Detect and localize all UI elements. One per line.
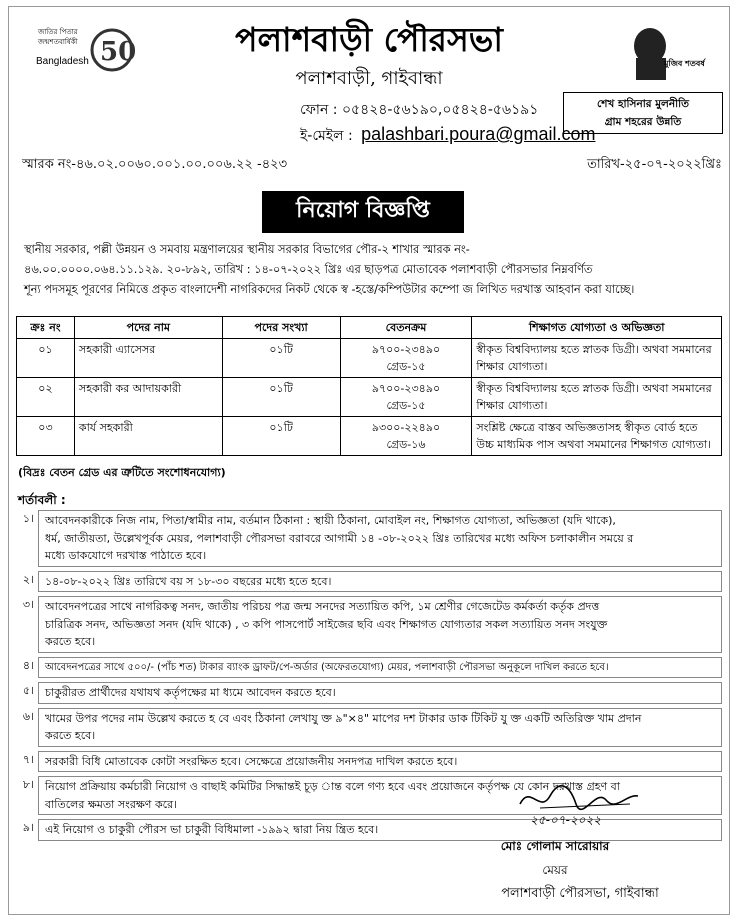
pay-scale-value: ৯৭০০-২৩৪৯০ (371, 382, 441, 395)
header-serial: ক্রঃ নং (17, 317, 75, 339)
phone-label: ফোন : (300, 102, 338, 118)
email-address[interactable]: palashbari.poura@gmail.com (361, 124, 596, 144)
row-pay-scale (340, 417, 472, 456)
term-line: চাকুরীরত প্রার্থীদের যথাযথ কর্তৃপক্ষের মা ধ্যমে আবেদন করতে হবে। (45, 686, 336, 699)
row-qualification: সংশ্লিষ্ট ক্ষেত্রে বাস্তব অভিজ্ঞতাসহ স্বীকৃত বোর্ড হতে উচ্চ মাধ্যমিক পাস অথবা সমমানের শিক্ষাগত যোগ্যতা। (472, 417, 722, 456)
table-row (17, 417, 722, 456)
term-line: সরকারী বিধি মোতাবেক কোটা সংরক্ষিত হবে। সেক্ষেত্রে প্রয়োজনীয় সনদপত্র দাখিল করতে হবে। (45, 754, 458, 768)
term-number: ৫। (22, 684, 34, 697)
term-number: ১। (22, 512, 34, 525)
row-post: সহকারী কর আদায়কারী (74, 378, 222, 417)
intro-line: শূন্য পদসমূহ পূরণের নিমিত্তে প্রকৃত বাংলাদেশী নাগরিকদের নিকট থেকে স্ব -হস্তে/কম্পিউটার কম্পো জ লিখিত দরখাস্ত আহবান করা যাচ্ছে। (24, 283, 635, 296)
email-line (300, 124, 596, 148)
motto-line1: শেখ হাসিনার মুলনীতি (596, 98, 690, 110)
intro-line: ৪৬.০০.০০০০.০৬৪.১১.১২৯. ২০-৮৯২, তারিখ : ১৪-০৭-২০২২ খ্রিঃ এর ছাড়পত্র মোতাবেক পলাশবাড়ী পৌরসভার নিম্নবর্ণিত (24, 263, 593, 276)
svg-text:50: 50 (100, 37, 137, 67)
row-qualification: স্বীকৃত বিশ্ববিদ্যালয় হতে স্নাতক ডিগ্রী। অথবা সমমানের শিক্ষার যোগ্যতা। (472, 378, 722, 417)
term-line: ধর্ম, জাতীয়তা, উল্লেখপূর্বক মেয়র, পলাশবাড়ী পৌরসভা বরাবরে আগামী ১৪ -০৮-২০২২ খ্রিঃ তারিখের মধ্যে অফিস চলাকালীন সময়ে র (45, 531, 634, 545)
table-header-row (17, 317, 722, 339)
motto-box (563, 92, 723, 134)
phone-line (300, 98, 538, 122)
header-post: পদের নাম (74, 317, 222, 339)
motto-line2: গ্রাম শহরের উন্নতি (604, 116, 682, 128)
row-pay-scale (340, 339, 472, 378)
signatory-post: মেয়র (542, 863, 568, 877)
term-line: নিয়োগ প্রক্রিয়ায় কর্মচারী নিয়োগ ও বাছাই কমিটির সিদ্ধান্তই চূড় ান্ত বলে গণ্য হবে এবং প্রয়োজনে কর্তৃপক্ষ যে কোন দরখাস্ত গ্রহণ বা (45, 780, 620, 793)
signatory-name: মোঃ গোলাম সারোয়ার (500, 839, 610, 853)
row-count: ০১টি (222, 339, 340, 378)
intro-paragraph (24, 240, 716, 300)
list-item (8, 596, 722, 653)
header-pay-scale: বেতনক্রম (340, 317, 472, 339)
row-qualification: স্বীকৃত বিশ্ববিদ্যালয় হতে স্নাতক ডিগ্রী। অথবা সমমানের শিক্ষার যোগ্যতা। (472, 339, 722, 378)
pay-scale-value: ৯৩০০-২২৪৯০ (371, 421, 441, 434)
logo-left-line1: জাতির পিতার (38, 28, 78, 36)
list-item (8, 510, 722, 567)
term-line: বাতিলের ক্ষমতা সংরক্ষণ করে। (45, 797, 178, 811)
logo-left-line3: Bangladesh (36, 56, 89, 67)
grade-value: গ্রেড-১৫ (386, 360, 426, 373)
terms-heading: শর্তাবলী : (18, 493, 66, 507)
term-line: আবেদনপত্রের সাথে ৫০০/- (পাঁচ শত) টাকার ব্যাংক ড্রাফট/পে-অর্ডার (অফেরতযোগ্য) মেয়র, পলাশবাড়ী পৌরসভা অনুকূলে দাখিল করতে হবে। (45, 661, 609, 673)
correction-note: (বিদ্রঃ বেতন গ্রেড এর ত্রুটিতে সংশোধনযোগ্য) (18, 466, 226, 479)
logo-left-line2: জন্মশতবার্ষিকী (38, 38, 78, 46)
row-pay-scale (340, 378, 472, 417)
organization-title: পলাশবাড়ী পৌরসভা (235, 20, 503, 59)
issue-date: তারিখ-২৫-০৭-২০২২খ্রিঃ (587, 157, 722, 172)
row-serial: ০১ (17, 339, 75, 378)
header-count: পদের সংখ্যা (222, 317, 340, 339)
term-line: আবেদনকারীকে নিজ নাম, পিতা/স্বামীর নাম, বর্তমান ঠিকানা : স্থায়ী ঠিকানা, মোবাইল নং, শিক্ষাগত যোগ্যতা, অভিজ্ঞতা (যদি থাকে), (45, 514, 616, 527)
term-number: ৪। (22, 658, 34, 672)
term-number: ৯। (22, 821, 34, 834)
row-post: কার্য সহকারী (74, 417, 222, 456)
list-item (8, 682, 722, 704)
term-line: খামের উপর পদের নাম উল্লেখ করতে হ বে এবং ঠিকানা লেখাযু ক্ত ৯"×৪" মাপের দশ টাকার ডাক টিকিট যু ক্ত একটি অতিরিক্ত খাম প্রদান (45, 711, 642, 725)
grade-value: গ্রেড-১৫ (386, 399, 426, 412)
list-item (8, 657, 722, 679)
term-number: ৬। (22, 709, 34, 723)
term-line: এই নিয়োগ ও চাকুরী পৌরস ভা চাকুরী বিধিমালা -১৯৯২ দ্বারা নিয় ন্ত্রিত হবে। (45, 823, 379, 836)
row-serial: ০২ (17, 378, 75, 417)
vacancy-table (16, 316, 722, 456)
term-line: করতে হবে। (45, 729, 96, 742)
term-line: চারিত্রিক সনদ, অভিজ্ঞতা সনদ (যদি থাকে) , ৩ কপি পাসপোর্ট সাইজের ছবি এবং শিক্ষাগত যোগ্যতার সকল সত্যায়িত সনদ সংযুক্ত (45, 617, 608, 631)
mayor-signature (510, 774, 650, 830)
signatory-office: পলাশবাড়ী পৌরসভা, গাইবান্ধা (501, 886, 659, 901)
grade-value: গ্রেড-১৬ (386, 438, 426, 451)
list-item (8, 708, 722, 747)
intro-line: স্থানীয় সরকার, পল্লী উন্নয়ন ও সমবায় মন্ত্রণালয়ের স্থানীয় সরকার বিভাগের পৌর-২ শাখার স্মারক নং- (24, 243, 470, 256)
term-number: ২। (22, 572, 34, 586)
memo-number: স্মারক নং-৪৬.০২.০০৬০.০০১.০০.০০৬.২২ -৪২৩ (22, 157, 288, 172)
table-row (17, 378, 722, 417)
phone-value: ০৫৪২৪-৫৬১৯০,০৫৪২৪-৫৬১৯১ (341, 102, 539, 118)
term-number: ৮। (22, 778, 34, 791)
email-label: ই-মেইল : (300, 128, 353, 144)
term-number: ৭। (22, 752, 34, 766)
pay-scale-value: ৯৭০০-২৩৪৯০ (371, 343, 441, 356)
list-item (8, 571, 722, 593)
signature-date: ২৫-০৭-২০২২ (530, 813, 602, 827)
row-serial: ০৩ (17, 417, 75, 456)
notice-title: নিয়োগ বিজ্ঞপ্তি (262, 191, 464, 233)
term-line: মধ্যে ডাকযোগে দরখাস্ত পাঠাতে হবে। (45, 549, 207, 562)
term-line: আবেদনপত্রের সাথে নাগরিকত্ব সনদ, জাতীয় পরিচয় পত্র জন্ম সনদের সত্যায়িত কপি, ১ম শ্রেণীর গেজেটেড কর্মকর্তা কর্তৃক প্রদত্ত (45, 600, 600, 613)
term-number: ৩। (22, 598, 34, 611)
organization-address: পলাশবাড়ী, গাইবান্ধা (295, 68, 443, 89)
term-line: করতে হবে। (45, 635, 96, 648)
term-line: ১৪-০৮-২০২২ খ্রিঃ তারিখে বয় স ১৮-৩০ বছরের মধ্যে হতে হবে। (45, 574, 332, 588)
list-item (8, 751, 722, 773)
row-post: সহকারী এ্যাসেসর (74, 339, 222, 378)
logo-right-text: মুজিব শতবর্ষ (664, 59, 705, 68)
row-count: ০১টি (222, 417, 340, 456)
row-count: ০১টি (222, 378, 340, 417)
table-row (17, 339, 722, 378)
header-qualification: শিক্ষাগত যোগ্যতা ও অভিজ্ঞতা (472, 317, 722, 339)
